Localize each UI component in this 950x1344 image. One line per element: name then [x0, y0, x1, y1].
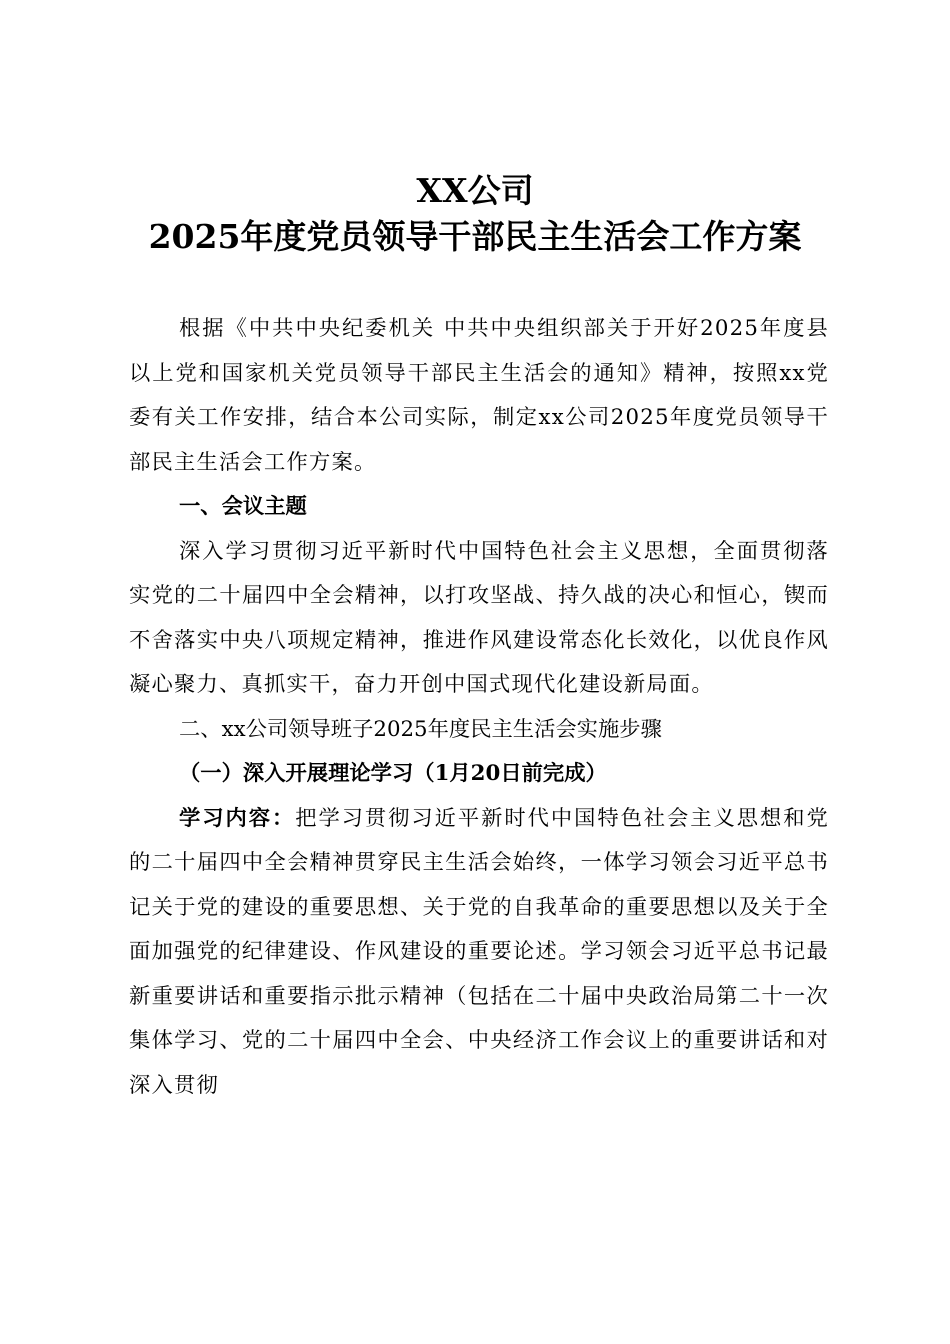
study-content-label: 学习内容：	[179, 805, 296, 831]
section-1-paragraph: 深入学习贯彻习近平新时代中国特色社会主义思想，全面贯彻落实党的二十届四中全会精神，以打攻坚战、持久战的决心和恒心，锲而不舍落实中央八项规定精神，推进作风建设常态化长效化，以优良作风凝心聚力、真抓实干，奋力开创中国式现代化建设新局面。	[129, 538, 829, 697]
title-company: XX公司	[416, 171, 534, 210]
document-body	[129, 307, 829, 1108]
study-content-text: 把学习贯彻习近平新时代中国特色社会主义思想和党的二十届四中全会精神贯穿民主生活会始终，一体学习领会习近平总书记关于党的建设的重要思想、关于党的自我革命的重要思想以及关于全面加强党的纪律建设、作风建设的重要论述。学习领会习近平总书记最新重要讲话和重要指示批示精神（包括在二十届中央政治局第二十一次集体学习、党的二十届四中全会、中央经济工作会议上的重要讲话和对深入贯彻	[129, 805, 829, 1098]
section-2-heading: 二、xx公司领导班子2025年度民主生活会实施步骤	[179, 716, 662, 742]
title-plan: 2025年度党员领导干部民主生活会工作方案	[148, 217, 802, 256]
subsection-1-paragraph	[129, 797, 829, 1109]
intro-paragraph: 根据《中共中央纪委机关 中共中央组织部关于开好2025年度县以上党和国家机关党员领导干部民主生活会的通知》精神，按照xx党委有关工作安排，结合本公司实际，制定xx公司2025年度党员领导干部民主生活会工作方案。	[129, 316, 829, 475]
section-1-heading: 一、会议主题	[179, 494, 307, 519]
document-title	[0, 168, 950, 260]
subsection-1-heading: （一）深入开展理论学习（1月20日前完成）	[179, 761, 607, 786]
